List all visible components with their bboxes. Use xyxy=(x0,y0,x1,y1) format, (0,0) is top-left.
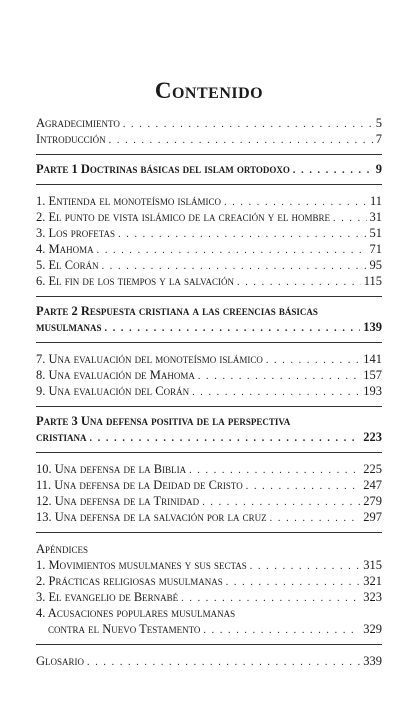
toc-entry-introduccion: Introducción . . . 7 xyxy=(36,132,382,148)
toc-entry: 6. El fin de los tiempos y la salvación . . . 115 xyxy=(36,274,382,290)
toc-entry: 12. Una defensa de la Trinidad . . . 279 xyxy=(36,494,382,510)
divider xyxy=(36,296,382,297)
toc-entry: 13. Una defensa de la salvación por la cruz . . . 297 xyxy=(36,510,382,526)
toc-entry: 3. El evangelio de Bernabé . . . 323 xyxy=(36,590,382,606)
part-1-heading: Parte 1 Doctrinas básicas del islam ortodoxo . . . 9 xyxy=(36,162,382,178)
toc-entry: 3. Los profetas . . . 51 xyxy=(36,226,382,242)
toc-entry: 9. Una evaluación del Corán . . . 193 xyxy=(36,384,382,400)
part-2-heading-continued: musulmanas . . . 139 xyxy=(36,320,382,336)
toc-entry: 2. Prácticas religiosas musulmanas . . . 321 xyxy=(36,574,382,590)
toc-entry: 10. Una defensa de la Biblia . . . 225 xyxy=(36,462,382,478)
toc-entry-multiline-continued: contra el Nuevo Testamento . . . 329 xyxy=(48,622,382,638)
toc-entry: 8. Una evaluación de Mahoma . . . 157 xyxy=(36,368,382,384)
toc-entry-glosario: Glosario . . . 339 xyxy=(36,654,382,670)
toc-entry: 1. Movimientos musulmanes y sus sectas . . . 315 xyxy=(36,558,382,574)
part-3-heading-continued: cristiana . . . 223 xyxy=(36,430,382,446)
page-title: Contenido xyxy=(154,78,264,103)
part-3-heading: Parte 3 Una defensa positiva de la perspectiva xyxy=(36,414,291,428)
divider xyxy=(36,644,382,645)
divider xyxy=(36,406,382,407)
toc-entry: 4. Mahoma . . . 71 xyxy=(36,242,382,258)
divider xyxy=(36,342,382,343)
divider xyxy=(36,532,382,533)
divider xyxy=(36,154,382,155)
divider xyxy=(36,184,382,185)
toc-entry: 1. Entienda el monoteísmo islámico . . . 11 xyxy=(36,194,382,210)
toc-entry-agradecimiento: Agradecimiento . . . 5 xyxy=(36,116,382,132)
toc-entry: 11. Una defensa de la Deidad de Cristo . . . 247 xyxy=(36,478,382,494)
toc-entry-multiline: 4. Acusaciones populares musulmanas xyxy=(36,606,236,620)
divider xyxy=(36,452,382,453)
toc-entry: 5. El Corán . . . 95 xyxy=(36,258,382,274)
appendices-heading: Apéndices xyxy=(36,542,89,556)
part-2-heading: Parte 2 Respuesta cristiana a las creencias básicas xyxy=(36,304,318,318)
toc-entry: 2. El punto de vista islámico de la creación y el hombre . . . 31 xyxy=(36,210,382,226)
toc-entry: 7. Una evaluación del monoteísmo islámico . . . 141 xyxy=(36,352,382,368)
